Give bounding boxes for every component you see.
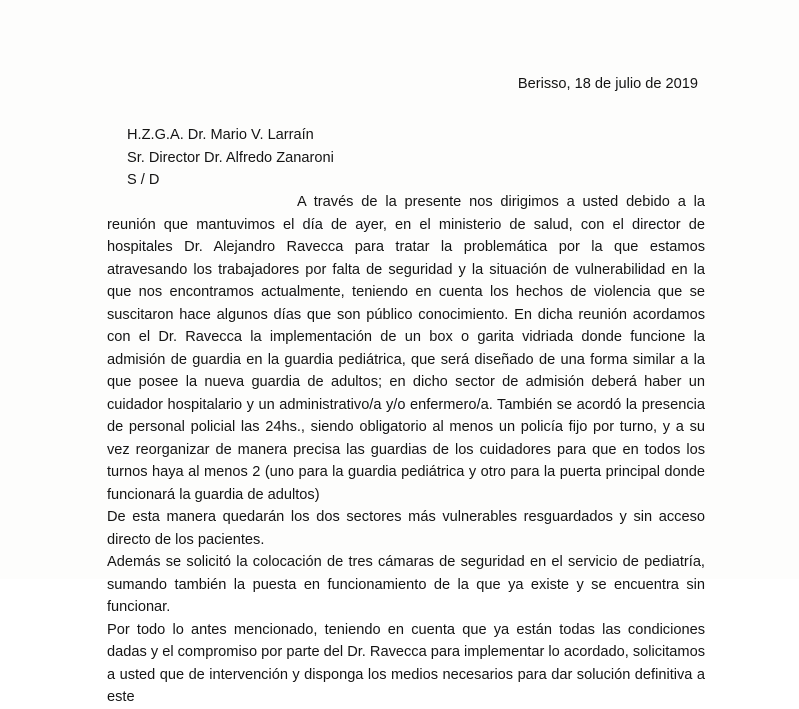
body-paragraph-intro: A través de la presente nos dirigimos a usted debido a la reunión que mantuvimos el día de ayer, en el ministerio de salud, con el director de hospitales Dr. Alejandro Ravecca para tratar la problemática por la que estamos atravesando los trabajadores por falta de seguridad y la situación de vulnerabilidad en la que nos encontramos actualmente, teniendo en cuenta los hechos de violencia que se suscitaron hace algunos días que son público conocimiento. En dicha reunión acordamos con el Dr. Ravecca la implementación de un box o garita vidriada donde funcione la admisión de guardia en la guardia pediátrica, que será diseñado de una forma similar a la que posee la nueva guardia de adultos; en dicho sector de admisión deberá haber un cuidador hospitalario y un administrativo/a y/o enfermero/a. También se acordó la presencia de personal policial las 24hs., siendo obligatorio al menos un policía fijo por turno, y a su vez reorganizar de manera precisa las guardias de los cuidadores para que en todos los turnos haya al menos 2 (uno para la guardia pediátrica y otro para la puerta principal donde funcionará la guardia de adultos): [107, 194, 705, 503]
letter-body: [107, 191, 705, 709]
body-paragraph-cameras: Además se solicitó la colocación de tres cámaras de seguridad en el servicio de pediatría, sumando también la puesta en funcionamiento de la que ya existe y se encuentra sin funcionar.: [107, 554, 705, 615]
body-paragraph-sectors: De esta manera quedarán los dos sectores más vulnerables resguardados y sin acceso directo de los pacientes.: [107, 509, 705, 548]
addressee-line-sd: S / D: [127, 172, 160, 188]
letter-date: Berisso, 18 de julio de 2019: [517, 76, 698, 92]
addressee-line-director: Sr. Director Dr. Alfredo Zanaroni: [127, 149, 334, 166]
addressee-line-hospital: H.Z.G.A. Dr. Mario V. Larraín: [127, 127, 314, 143]
addressee-block: [127, 124, 334, 192]
body-paragraph-request: Por todo lo antes mencionado, teniendo en cuenta que ya están todas las condiciones dadas y el compromiso por parte del Dr. Ravecca para implementar lo acordado, solicitamos a usted que de intervención y disponga los medios necesarios para dar solución definitiva a este: [107, 621, 705, 705]
